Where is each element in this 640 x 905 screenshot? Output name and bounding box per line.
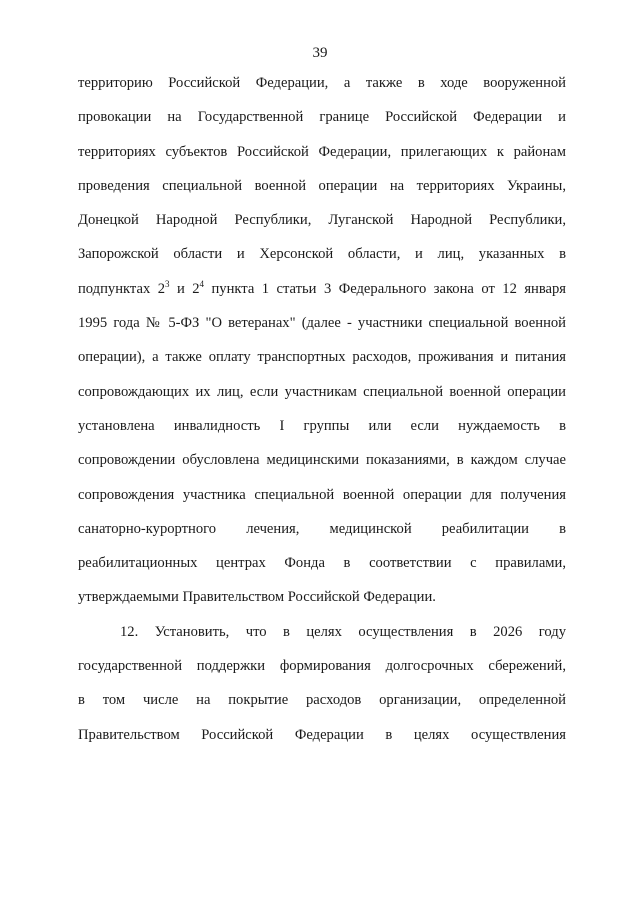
page-number: 39 bbox=[312, 45, 328, 61]
text-line: санаторно-курортного лечения, медицинской реабилитации в bbox=[78, 520, 566, 537]
text-line: территориях субъектов Российской Федерации, прилегающих к районам bbox=[78, 143, 566, 160]
paragraph-2 bbox=[78, 615, 566, 752]
text-line: проведения специальной военной операции на территориях Украины, bbox=[78, 177, 566, 194]
text-fragment: и 2 bbox=[169, 280, 200, 297]
text-line-with-superscripts bbox=[78, 272, 566, 306]
text-line: установлена инвалидность I группы или если нуждаемость в bbox=[78, 417, 566, 434]
document-body bbox=[78, 66, 566, 752]
text-line: утверждаемыми Правительством Российской Федерации. bbox=[78, 589, 436, 606]
text-line: сопровождения участника специальной военной операции для получения bbox=[78, 486, 566, 503]
text-line: Запорожской области и Херсонской области, и лиц, указанных в bbox=[78, 246, 566, 263]
paragraph-1 bbox=[78, 66, 566, 615]
text-fragment: пункта 1 статьи 3 Федерального закона от 12 января bbox=[204, 280, 567, 297]
text-line: государственной поддержки формирования долгосрочных сбережений, bbox=[78, 658, 566, 675]
text-line: территорию Российской Федерации, а также в ходе вооруженной bbox=[78, 75, 566, 91]
superscript: 4 bbox=[199, 278, 205, 289]
text-line: Правительством Российской Федерации в целях осуществления bbox=[78, 726, 566, 743]
text-line: 1995 года № 5-ФЗ "О ветеранах" (далее - участники специальной военной bbox=[78, 315, 566, 332]
text-line: сопровождении обусловлена медицинскими показаниями, в каждом случае bbox=[78, 452, 566, 469]
text-line: сопровождающих их лиц, если участникам специальной военной операции bbox=[78, 383, 566, 400]
text-line: Донецкой Народной Республики, Луганской Народной Республики, bbox=[78, 212, 566, 229]
text-line: операции), а также оплату транспортных расходов, проживания и питания bbox=[78, 349, 566, 366]
text-line: в том числе на покрытие расходов организации, определенной bbox=[78, 692, 566, 709]
text-line: 12. Установить, что в целях осуществления в 2026 году bbox=[120, 623, 566, 640]
superscript: 3 bbox=[165, 278, 170, 289]
text-line: реабилитационных центрах Фонда в соответствии с правилами, bbox=[78, 555, 566, 572]
text-fragment: подпунктах 2 bbox=[78, 280, 166, 297]
text-line: провокации на Государственной границе Российской Федерации и bbox=[78, 109, 566, 126]
